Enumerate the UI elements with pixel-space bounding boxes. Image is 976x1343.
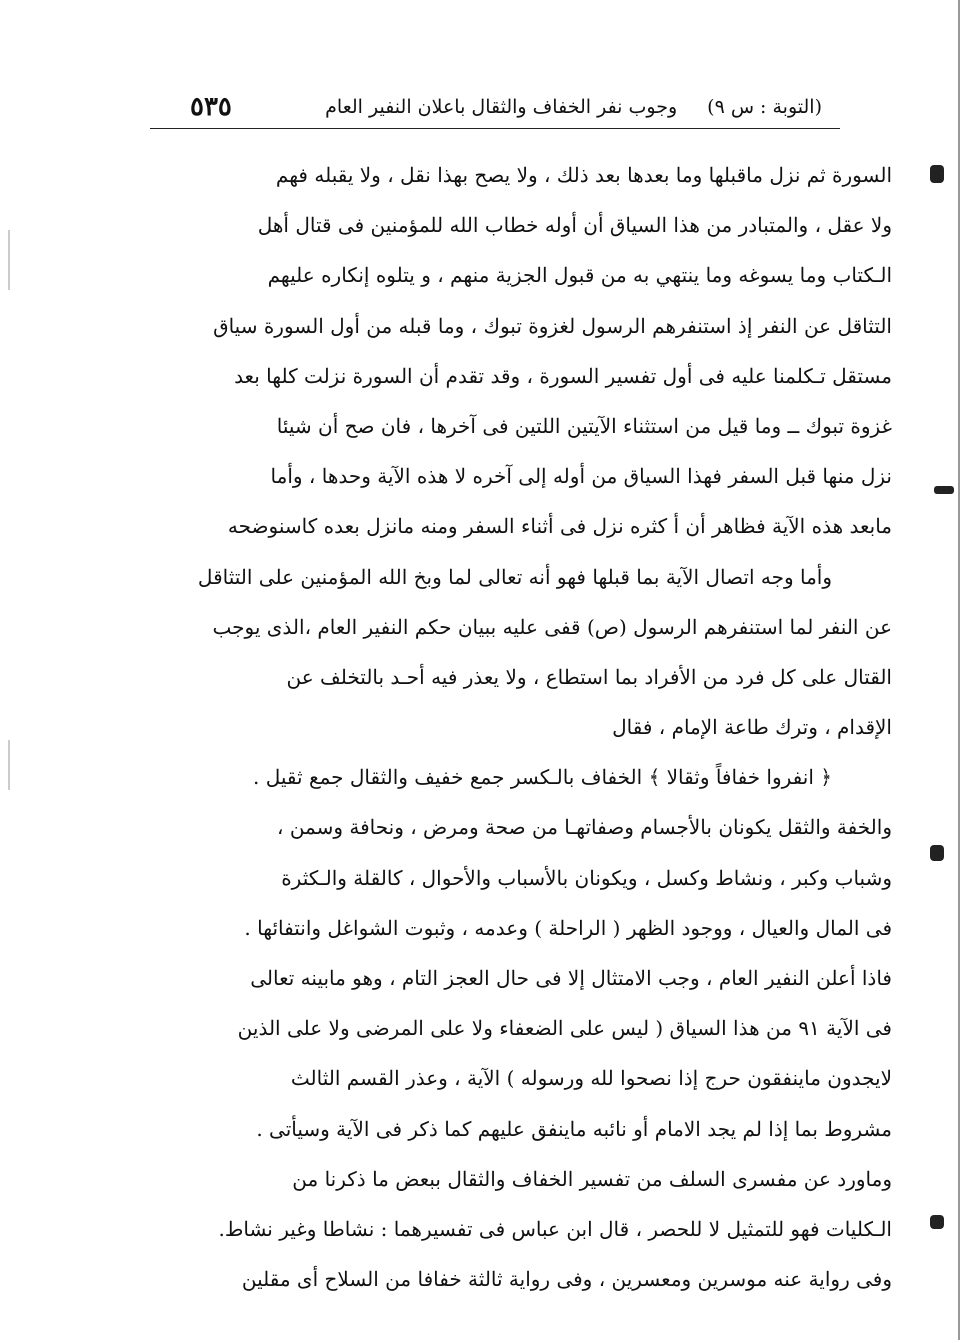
text-line: ولا عقل ، والمتبادر من هذا السياق أن أوله خطاب الله للمؤمنين فى قتال أهل [257,213,892,238]
body-text [178,150,892,1304]
text-line: فى الآية ٩١ من هذا السياق ( ليس على الضعفاء ولا على المرضى ولا على الذين [237,1016,892,1041]
text-line: مستقل تـكلمنا عليه فى أول تفسير السورة ، وقد تقدم أن السورة نزلت كلها بعد [234,363,892,388]
text-line: التثاقل عن النفر إذ استنفرهم الرسول لغزوة تبوك ، وما قبله من أول السورة سياق [213,313,892,338]
running-header [150,92,840,129]
text-line: الـكليات فهو للتمثيل لا للحصر ، قال ابن عباس فى تفسيرهما : نشاطا وغير نشاط. [218,1216,892,1241]
scan-edge-line [8,740,10,790]
margin-mark [930,165,944,183]
text-line: الـكتاب وما يسوغه وما ينتهي به من قبول الجزية منهم ، و يتلوه إنكاره عليهم [267,263,892,288]
text-line: والخفة والثقل يكونان بالأجسام وصفاتهـا من صحة ومرض ، ونحافة وسمن ، [277,815,892,840]
text-line: نزل منها قبل السفر فهذا السياق من أوله إلى آخره لا هذه الآية وحدها ، وأما [270,464,892,489]
text-line: مابعد هذه الآية فظاهر أن أ كثره نزل فى أثناء السفر ومنه مانزل بعده كاسنوضحه [227,514,892,539]
text-line: السورة ثم نزل ماقبلها وما بعدها بعد ذلك ، ولا يصح بهذا نقل ، ولا يقبله فهم [275,163,892,187]
text-line: فاذا أعلن النفير العام ، وجب الامتثال إلا فى حال العجز التام ، وهو مابينه تعالى [250,966,892,990]
text-line: القتال على كل فرد من الأفراد بما استطاع ، ولا يعذر فيه أحـد بالتخلف عن [286,664,892,689]
margin-mark [930,1215,944,1229]
text-line: مشروط بما إذا لم يجد الامام أو نائبه ماينفق عليهم كما ذكر فى الآية وسيأتى . [256,1116,892,1141]
margin-mark [934,486,954,494]
scan-edge-line [8,230,10,290]
scan-edge-line [958,0,960,1340]
text-line: عن النفر لما استنفرهم الرسول (ص) قفى عليه ببيان حكم النفير العام ،الذى يوجب [212,614,892,639]
text-line: وشباب وكبر ، ونشاط وكسل ، ويكونان بالأسباب والأحوال ، كالقلة والـكثرة [281,865,892,890]
page-number: ٥٣٥ [190,92,232,122]
text-line: الإقدام ، وترك طاعة الإمام ، فقال [612,715,892,740]
verse-line: ﴿ انفروا خفافاً وثقالا ﴾ الخفاف بالـكسر جمع خفيف والثقال جمع ثقيل . [253,765,832,790]
text-line: لايجدون ماينفقون حرج إذا نصحوا لله ورسوله ) الآية ، وعذر القسم الثالث [290,1066,892,1091]
text-line: فى المال والعيال ، ووجود الظهر ( الراحلة ) وعدمه ، وثبوت الشواغل وانتفائها . [244,915,892,940]
text-line: وماورد عن مفسرى السلف من تفسير الخفاف والثقال ببعض ما ذكرنا من [292,1166,892,1191]
paragraph-start-line: وأما وجه اتصال الآية بما قبلها فهو أنه تعالى لما وبخ الله المؤمنين على التثاقل [197,564,832,589]
header-text [325,96,822,118]
text-line: وفى رواية عنه موسرين ومعسرين ، وفى رواية ثالثة خفافا من السلاح أى مقلين [241,1267,892,1292]
section-title: وجوب نفر الخفاف والثقال باعلان النفير العام [325,96,678,118]
chapter-reference: (التوبة : س ٩) [707,96,822,118]
text-line: غزوة تبوك ــ وما قيل من استثناء الآيتين اللتين فى آخرها ، فان صح أن شيئا [276,413,892,438]
margin-mark [930,845,944,861]
